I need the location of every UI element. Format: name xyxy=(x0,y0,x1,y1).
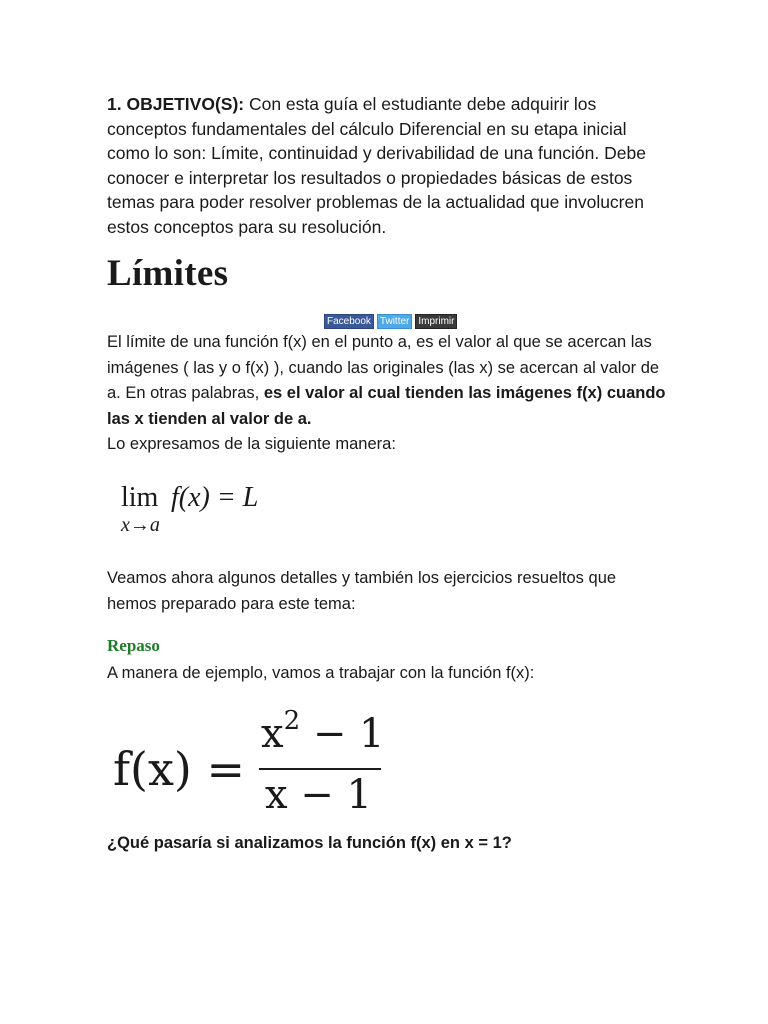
limit-definition-paragraph xyxy=(107,330,667,432)
function-numerator: $x^2 - 1$ xyxy=(261,706,385,757)
example-intro: A manera de ejemplo, vamos a trabajar con la función f(x): xyxy=(107,664,535,682)
function-formula xyxy=(113,706,413,822)
print-button[interactable]: Imprimir xyxy=(415,314,457,329)
section-title: Límites xyxy=(107,253,229,294)
limit-formula xyxy=(121,482,321,542)
objective-label: 1. OBJETIVO(S): xyxy=(107,94,245,114)
objective-paragraph xyxy=(107,92,662,239)
function-lhs: f(x) = xyxy=(113,742,246,796)
objective-text: Con esta guía el estudiante debe adquirir los conceptos fundamentales del cálculo Diferencial en su etapa inicial como lo son: Límite, continuidad y derivabilidad de una función. Debe conocer e interpretar los resultados o propiedades básicas de estos temas para poder resolver problemas de la actualidad que involucren estos conceptos para su resolución. xyxy=(107,94,646,237)
limit-subscript: x→a xyxy=(121,514,160,536)
limit-definition-text: El límite de una función f(x) en el punto a, es el valor al que se acercan las imágenes ( las y o f(x) ), cuando las originales (las x) se acercan al valor de a. En otras palabras, xyxy=(107,333,660,402)
facebook-share-button[interactable]: Facebook xyxy=(324,314,374,329)
limit-definition-emphasis: es el valor al cual tienden las imágenes f(x) cuando las x tienden al valor de a. xyxy=(107,384,666,428)
expression-intro: Lo expresamos de la siguiente manera: xyxy=(107,435,396,453)
fraction-bar xyxy=(259,768,381,770)
exercises-intro: Veamos ahora algunos detalles y también los ejercicios resueltos que hemos preparado para este tema: xyxy=(107,569,617,613)
twitter-share-button[interactable]: Twitter xyxy=(377,314,412,329)
function-denominator: x − 1 xyxy=(265,772,372,818)
share-buttons xyxy=(324,314,457,329)
limit-expression: f(x) = L xyxy=(171,482,259,513)
repaso-heading: Repaso xyxy=(107,636,160,655)
limit-operator: lim xyxy=(121,482,159,513)
question-text: ¿Qué pasaría si analizamos la función f(x) en x = 1? xyxy=(107,834,512,852)
